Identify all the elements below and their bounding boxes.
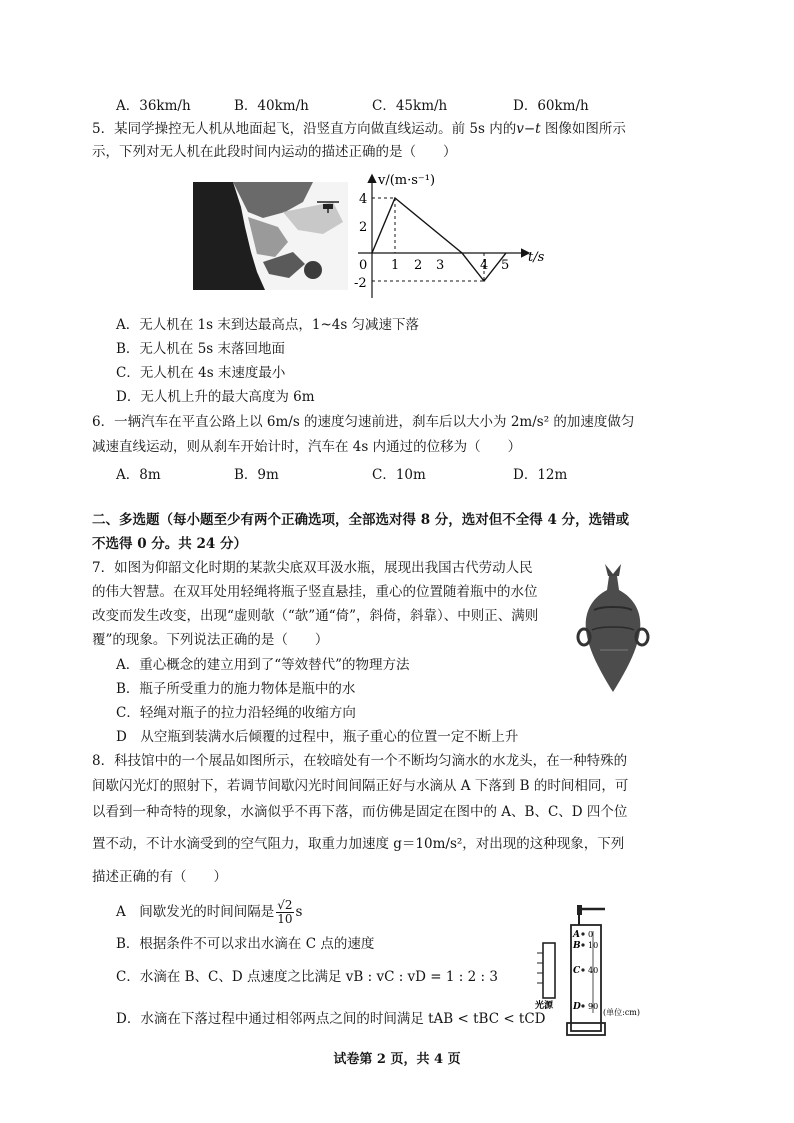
q7-option-d: D 从空瓶到装满水后倾覆的过程中，瓶子重心的位置一定不断上升 [116,729,519,745]
q8-stem-line1: 8．科技馆中的一个展品如图所示，在较暗处有一个不断均匀滴水的水龙头，在一种特殊的 [92,753,628,769]
q8-stem-line2: 间歇闪光灯的照射下，若调节间歇闪光时间间隔正好与水滴从 A 下落到 B 的时间相同，可 [92,778,629,794]
q8-stem-line3: 以看到一种奇特的现象，水滴似乎不再下落，而仿佛是固定在图中的 A、B、C、D 四个位 [92,804,628,820]
scale-90: 90 [588,1002,599,1011]
q5-stem-line2: 示，下列对无人机在此段时间内运动的描述正确的是（ ） [92,144,457,160]
x-tick-5: 5 [501,258,510,273]
q6-option-c: C．10m [372,467,426,483]
y-tick-4: 4 [359,192,368,207]
x-tick-3: 3 [436,258,445,273]
q8-option-a-fraction: $\frac{√2}{10}$ [277,898,293,926]
q8-stem-line5: 描述正确的有（ ） [92,869,227,885]
q8-option-b: B．根据条件不可以求出水滴在 C 点的速度 [116,936,375,952]
q4-option-b: B．40km/h [234,98,309,114]
vt-graph [348,166,548,306]
x-tick-2: 2 [414,258,423,273]
q6-option-d: D．12m [513,467,568,483]
q6-option-a: A．8m [116,467,161,483]
q8-option-c: C．水滴在 B、C、D 点速度之比满足 vB : vC : vD = 1 : 2 : 3 [116,969,498,985]
q4-option-c: C．45km/h [372,98,448,114]
t-axis-label: t/s [528,250,545,265]
drip-apparatus-figure [533,903,661,1038]
q6-option-b: B．9m [234,467,279,483]
light-source [543,943,555,998]
light-source-label: 光源 [535,1001,554,1011]
q7-stem-line1: 7．如图为仰韶文化时期的某款尖底双耳汲水瓶，展现出我国古代劳动人民 [92,560,533,576]
q6-stem-line1: 6．一辆汽车在平直公路上以 6m/s 的速度匀速前进，刹车后以大小为 2m/s² 的加速度做匀 [92,414,635,430]
drone-photo [193,182,348,290]
q5-stem-line1: 5．某同学操控无人机从地面起飞，沿竖直方向做直线运动。前 5s 内的v−t 图像如图所示 [92,121,626,137]
q7-stem-line4: 覆”的现象。下列说法正确的是（ ） [92,632,329,648]
q8-option-a: A 间歇发光的时间间隔是 $\frac{√2}{10}$ s [116,898,303,926]
q5-option-d: D．无人机上升的最大高度为 6m [116,389,315,405]
q7-stem-line2: 的伟大智慧。在双耳处用轻绳将瓶子竖直悬挂，重心的位置随着瓶中的水位 [92,584,538,600]
section2-heading-line2: 不选得 0 分。共 24 分） [92,536,247,552]
scale-10: 10 [588,941,599,950]
v-axis-label: v/(m·s⁻¹) [378,173,436,188]
q4-option-d: D．60km/h [513,98,589,114]
label-C: C [573,966,581,976]
label-D: D [573,1002,581,1012]
q7-option-a: A．重心概念的建立用到了“等效替代”的物理方法 [116,657,410,673]
q5-option-a: A．无人机在 1s 末到达最高点，1~4s 匀减速下落 [116,317,420,333]
x-tick-4: 4 [480,258,489,273]
x-tick-1: 1 [391,258,400,273]
q8-option-d: D．水滴在下落过程中通过相邻两点之间的时间满足 tAB < tBC < tCD [116,1011,546,1027]
section2-heading-line1: 二、多选题（每小题至少有两个正确选项，全部选对得 8 分，选对但不全得 4 分，选错或 [92,512,630,528]
q7-stem-line3: 改变而发生改变，出现“虚则欹（“欹”通“倚”，斜倚，斜靠）、中则正、满则 [92,608,539,624]
unit-label: (单位:cm) [603,1008,641,1017]
q6-stem-line2: 减速直线运动，则从刹车开始计时，汽车在 4s 内通过的位移为（ ） [92,439,522,455]
q5-option-c: C．无人机在 4s 末速度最小 [116,365,286,381]
y-tick-0: 0 [359,258,368,273]
label-B: B [573,941,581,951]
scale-40: 40 [588,966,599,975]
page-footer: 试卷第 2 页，共 4 页 [333,1052,461,1067]
q7-option-c: C．轻绳对瓶子的拉力沿轻绳的收缩方向 [116,705,356,721]
y-tick-2: 2 [359,220,368,235]
q4-option-a: A．36km/h [116,98,191,114]
amphora-image [572,560,654,695]
q7-option-b: B．瓶子所受重力的施力物体是瓶中的水 [116,681,356,697]
q8-stem-line4: 置不动，不计水滴受到的空气阻力，取重力加速度 g＝10m/s²，对出现的这种现象，下列 [92,836,625,852]
scale-0: 0 [588,930,594,939]
q5-option-b: B．无人机在 5s 末落回地面 [116,341,286,357]
y-tick-neg2: -2 [354,276,367,291]
label-A: A [573,930,580,940]
